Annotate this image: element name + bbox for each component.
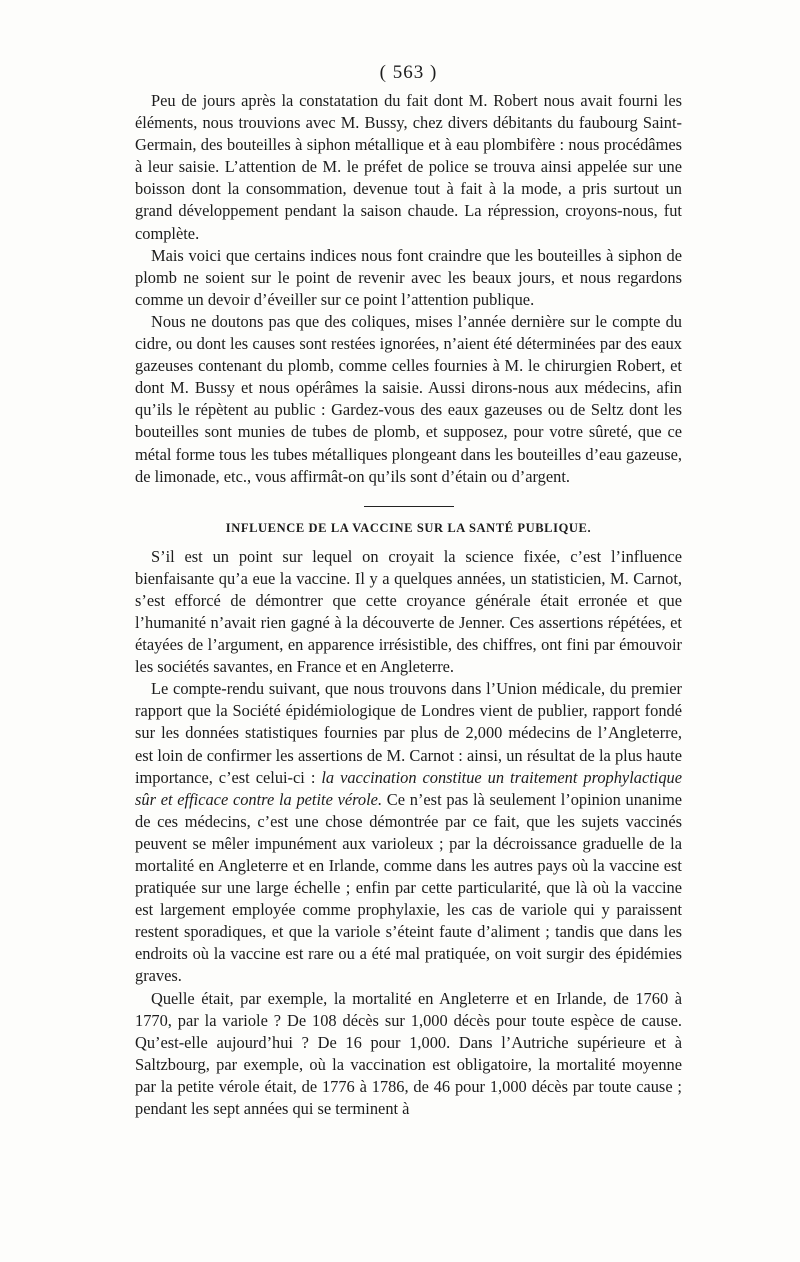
report-text-after: Ce n’est pas là seulement l’opinion unanime de ces médecins, c’est une chose démontrée par ce fait, que les sujets vaccinés peuvent se mêler impunément aux varioleux ; par la décroissance graduelle de la mortalité en Angleterre et en Irlande, comme dans les autres pays où la vaccine est pratiquée sur une large échelle ; enfin par cette particularité, que là où la vaccine est largement employée comme prophylaxie, les cas de variole qui y paraissent restent sporadiques, et que la variole s’éteint faute d’aliment ; tandis que dans les endroits où la vaccine est rare ou a été mal pratiquée, on voit surgir des épidémies graves.	[135, 789, 682, 986]
report-text-before: Le compte-rendu suivant, que nous trouvons dans l’Union médicale, du premier rapport que la Société épidémiologique de Londres vient de publier, rapport fondé sur les données statistiques fournies par plus de 2,000 médecins de l’Angleterre, est loin de confirmer les assertions de M. Carnot : ainsi, un résultat de la plus haute importance, c’est celui-ci :	[135, 679, 682, 787]
paragraph-vaccine-intro: S’il est un point sur lequel on croyait la science fixée, c’est l’influence bienfaisante qu’a eue la vaccine. Il y a quelques années, un statisticien, M. Carnot, s’est efforcé de démontrer que cette croyance générale était erronée et que l’humanité n’avait rien gagné à la découverte de Jenner. Ces assertions répétées, et étayées de l’argument, en apparence irrésistible, des chiffres, ont fini par émouvoir les sociétés savantes, en France et en Angleterre.	[135, 546, 682, 677]
paragraph-lead-colic: Nous ne doutons pas que des coliques, mises l’année dernière sur le compte du cidre, ou dont les causes sont restées ignorées, n’aient été déterminées par des eaux gazeuses contenant du plomb, comme celles fournies à M. le chirurgien Robert, et dont M. Bussy et nous opérâmes la saisie. Aussi dirons-nous aux médecins, afin qu’ils le répètent au public : Gardez-vous des eaux gazeuses ou de Seltz dont les bouteilles sont munies de tubes de plomb, et supposez, pour votre sûreté, que ce métal forme tous les tubes métalliques plongeant dans les bouteilles d’eau gazeuse, de limonade, etc., vous affirmât-on qu’ils sont d’étain ou d’argent.	[135, 311, 682, 486]
section-divider	[364, 506, 454, 507]
paragraph-mortality-stats: Quelle était, par exemple, la mortalité en Angleterre et en Irlande, de 1760 à 1770, par la variole ? De 108 décès sur 1,000 décès pour toute espèce de cause. Qu’est-elle aujourd’hui ? De 16 pour 1,000. Dans l’Autriche supérieure et à Saltzbourg, par exemple, où la vaccination est obligatoire, la mortalité moyenne par la petite vérole était, de 1776 à 1786, de 46 pour 1,000 décès par toute cause ; pendant les sept années qui se terminent à	[135, 988, 682, 1119]
paragraph-vaccine-report	[135, 678, 682, 987]
paragraph-siphon-seizure: Peu de jours après la constatation du fait dont M. Robert nous avait fourni les éléments, nous trouvions avec M. Bussy, chez divers débitants du faubourg Saint-Germain, des bouteilles à siphon métallique et à eau plombifère : nous procédâmes à leur saisie. L’attention de M. le préfet de police se trouva ainsi appelée sur une boisson dont la consommation, devenue tout à fait à la mode, a pris surtout un grand développement pendant la saison chaude. La répression, croyons-nous, fut complète.	[135, 91, 682, 243]
page-number: ( 563 )	[379, 62, 438, 83]
report-italic-quote: la vaccination constitue un traitement prophylactique sûr et efficace contre la petite vérole.	[135, 767, 682, 809]
paragraph-siphon-warning: Mais voici que certains indices nous font craindre que les bouteilles à siphon de plomb ne soient sur le point de revenir avec les beaux jours, et nous regardons comme un devoir d’éveiller sur ce point l’attention publique.	[135, 245, 682, 309]
section-title: INFLUENCE DE LA VACCINE SUR LA SANTÉ PUBLIQUE.	[225, 520, 592, 535]
